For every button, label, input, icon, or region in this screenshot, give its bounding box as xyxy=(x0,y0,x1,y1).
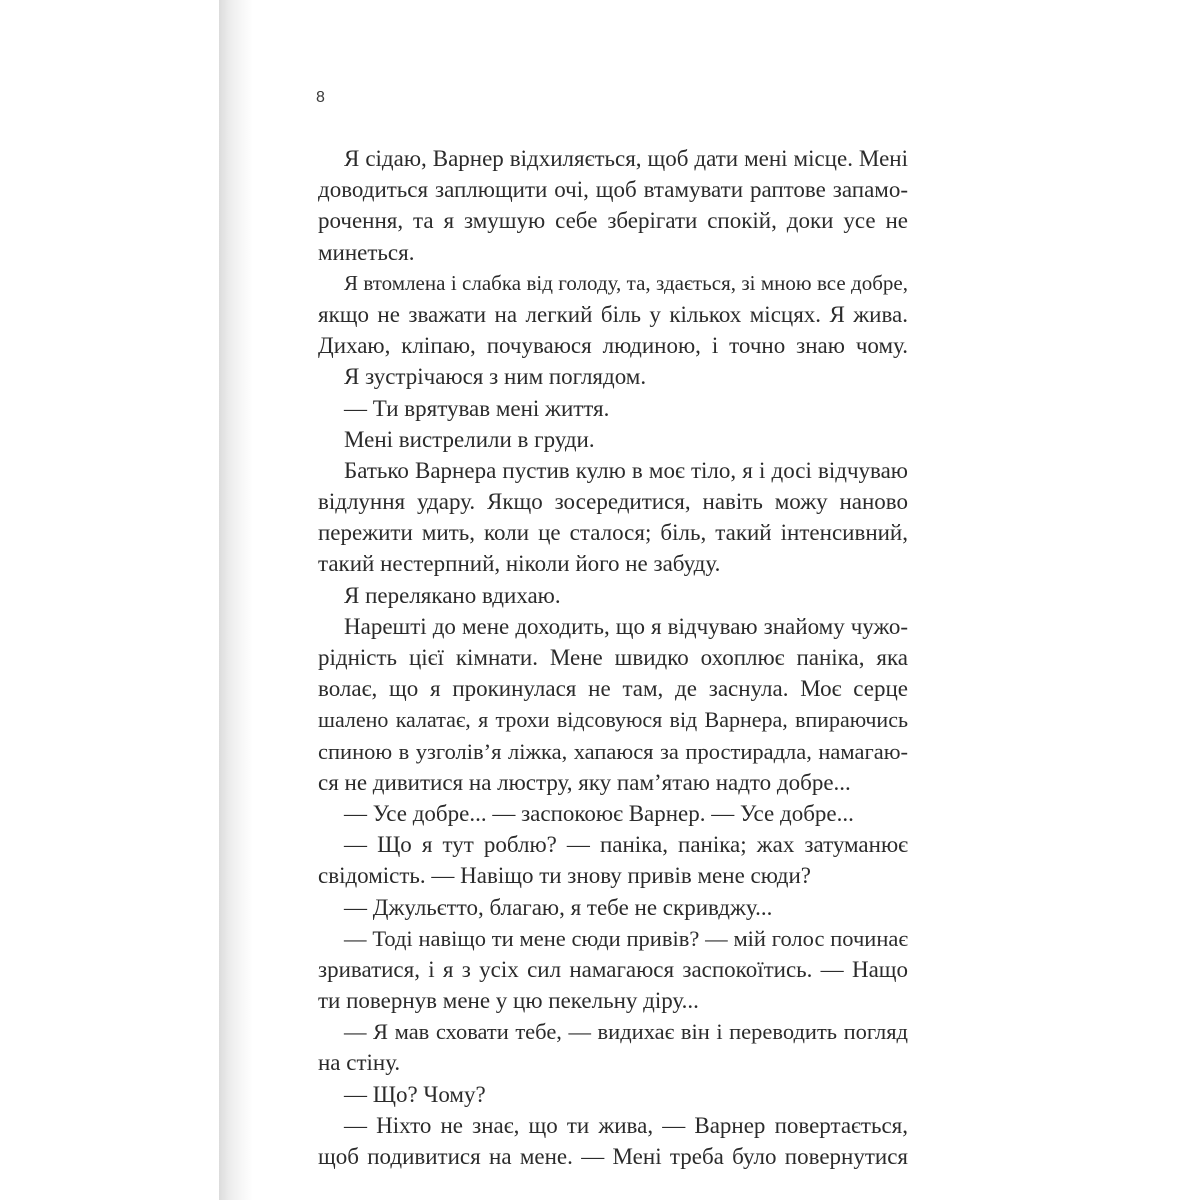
book-page xyxy=(219,0,981,1200)
text-line: рочення, та я змушую себе зберігати спокій, доки усе не xyxy=(318,208,908,234)
text-line: такий нестерпний, ніколи його не забуду. xyxy=(318,551,721,577)
text-line: Я перелякано вдихаю. xyxy=(344,582,561,608)
text-line: на стіну. xyxy=(318,1050,401,1076)
text-line: — Ніхто не знає, що ти жива, — Варнер повертається, xyxy=(344,1112,908,1138)
page-number: 8 xyxy=(316,89,325,106)
text-line: — Що я тут роблю? — паніка, паніка; жах затуманює xyxy=(344,832,908,858)
text-line: свідомість. — Навіщо ти знову привів мене сюди? xyxy=(318,863,811,889)
text-line: зриватися, і я з усіх сил намагаюся заспокоїтись. — Нащо xyxy=(318,956,908,982)
text-line: якщо не зважати на легкий біль у кількох місцях. Я жива. xyxy=(318,301,908,327)
text-line: — Усе добре... — заспокоює Варнер. — Усе добре... xyxy=(344,800,854,826)
text-line: Нарешті до мене доходить, що я відчуваю знайому чужо- xyxy=(344,613,908,639)
text-line: відлуння удару. Якщо зосередитися, навіть можу наново xyxy=(318,489,908,515)
text-line: Я втомлена і слабка від голоду, та, здається, зі мною все добре, xyxy=(344,270,908,295)
text-line: Я сідаю, Варнер відхиляється, щоб дати мені місце. Мені xyxy=(344,146,908,171)
text-line: Мені вистрелили в груди. xyxy=(344,426,595,452)
text-line: волає, що я прокинулася не там, де заснула. Моє серце xyxy=(318,676,908,702)
text-line: Батько Варнера пустив кулю в моє тіло, я і досі відчуваю xyxy=(344,457,908,483)
text-line: — Тоді навіщо ти мене сюди привів? — мій голос починає xyxy=(344,925,908,951)
text-line: — Ти врятував мені життя. xyxy=(344,395,610,421)
text-line: щоб подивитися на мене. — Мені треба було повернутися xyxy=(318,1144,908,1169)
text-line: — Джульєтто, благаю, я тебе не скривджу... xyxy=(344,894,773,920)
body-text xyxy=(318,143,908,1172)
text-line: пережити мить, коли це сталося; біль, такий інтенсивний, xyxy=(318,520,908,546)
text-line: Я зустрічаюся з ним поглядом. xyxy=(344,364,647,390)
text-line: рідність цієї кімнати. Мене швидко охоплює паніка, яка xyxy=(318,645,908,670)
text-line: — Що? Чому? xyxy=(344,1081,486,1107)
text-line: шалено калатає, я трохи відсовуюся від Варнера, впираючись xyxy=(318,707,908,733)
text-line: — Я мав сховати тебе, — видихає він і переводить погляд xyxy=(344,1019,908,1045)
text-line: Дихаю, кліпаю, почуваюся людиною, і точно знаю чому. xyxy=(318,333,908,359)
text-line: ся не дивитися на люстру, яку пам’ятаю надто добре... xyxy=(318,769,851,795)
text-line: минеться. xyxy=(318,239,415,265)
text-line: ти повернув мене у цю пекельну діру... xyxy=(318,988,699,1014)
text-line: доводиться заплющити очі, щоб втамувати раптове запамо- xyxy=(318,177,908,203)
text-line: спиною в узголів’я ліжка, хапаюся за простирадла, намагаю- xyxy=(318,738,908,764)
